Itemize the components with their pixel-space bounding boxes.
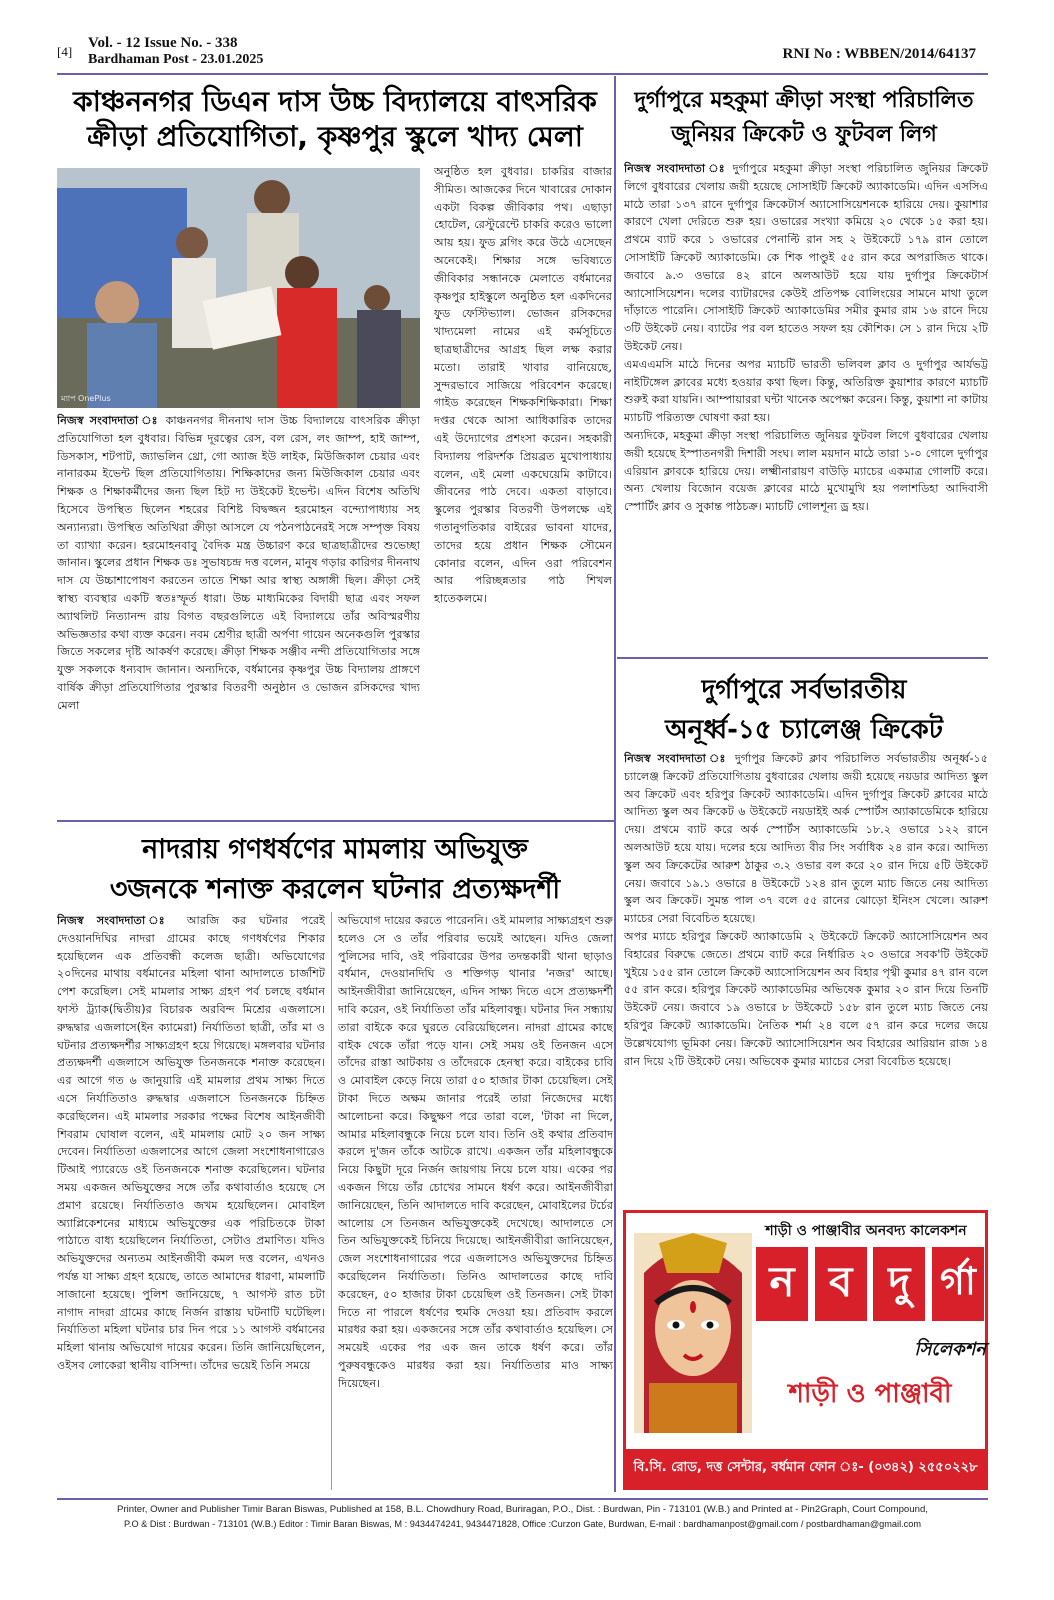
article4-title bbox=[57, 830, 613, 910]
article3-para1 bbox=[624, 750, 988, 928]
article1-bottom-rule bbox=[57, 820, 616, 822]
ad-tagline: শাড়ী ও পাঞ্জাবীর অনবদ্য কালেকশন bbox=[765, 1223, 967, 1239]
column-divider-bottom bbox=[614, 820, 616, 1492]
page-number: [4] bbox=[57, 44, 73, 59]
article4-column-divider bbox=[331, 912, 332, 1490]
column-divider-top bbox=[614, 76, 616, 820]
article2-byline: নিজস্ব সংবাদদাতা ঃ bbox=[624, 162, 727, 175]
article3-para2: অপর ম্যাচে হরিপুর ক্রিকেট অ্যাকাডেমি ২ উইকেটে ক্রিকেট অ্যাসোসিয়েশন অব বিহারের বিরুদ্ধে জেতে। প্রথমে ব্যাট করে নির্ধারিত ২০ ওভারে সবক'টি উইকেট খুইয়ে ১৫৫ রান তোলে ক্রিকেট অ্যাসোসিয়েশন অব বিহার পৃথ্বী কুমার ৪৭ রান বলে ৫৫ রান করে। হরিপুর ক্রিকেট অ্যাকাডেমির অভিষেক কুমার ২০ রান দিয়ে তিনটি উইকেট নেয়। জবাবে ১৯ ওভারে ৮ উইকেটে ১৫৮ রান তুলে ম্যাচ জিতে নেয় হরিপুর ক্রিকেট অ্যাকাডেমি। নৈতিক শর্মা ২৪ বলে ৫৭ রান করে দলের জয়ে উল্লেখযোগ্য ভূমিকা নেয়। ক্রিকেট অ্যাসোসিয়েশন অব বিহারের আরিয়ান রাজ ১৪ রান দিয়ে ২টি উইকেট নেয়। অভিষেক কুমার ম্যাচের সেরা বিবেচিত হয়েছে। bbox=[624, 929, 988, 1068]
article2-para2: এমএএমসি মাঠে দিনের অপর ম্যাচটি ভারতী ভলিবল ক্লাব ও দুর্গাপুর আর্যভট্ট নাইটিঙ্গেল ক্লাবের মধ্যে হওয়ার কথা ছিল। কিন্তু, অতিরিক্ত কুয়াশার কারণে ম্যাচটি শুরুই করা যায়নি। আম্পায়াররা ঘন্টা খানেক অপেক্ষা করেন। কিন্তু, কুয়াশা না কাটায় ম্যাচটি পরিত্যক্ত ঘোষণা করা হয়। bbox=[624, 357, 988, 425]
ad-subtitle: সিলেকশন bbox=[914, 1339, 986, 1360]
article1-left-text: কাঞ্চননগর দীননাথ দাস উচ্চ বিদ্যালয়ে বাৎসরিক ক্রীড়া প্রতিযোগিতা হল বুধবার। বিভিন্ন দূরত্বের রেস, বল রেস, লং জাম্প, হাই জাম্প, ডিসকাস, শটপাট, জ্যাভলিন থ্রো, গো অ্যাজ ইউ লাইক, মিউজিকাল চেয়ার এবং নানারকম ইভেন্ট ছিল প্রতিযোগিতায়। শিক্ষিকাদের জন্য মিউজিকাল চেয়ার এবং শিক্ষক ও শিক্ষাকর্মীদের জন্য ছিল হিট দ্য উইকেট ইভেন্ট। এদিন বিশেষ অতিথি হিসেবে উপস্থিত ছিলেন শহরের বিশিষ্ট বিদ্বজ্জন হরমোহন বন্দ্যোপাধ্যায় সহ অন্যান্যরা। উপস্থিত অতিথিরা ক্রীড়া আসলে যে পঠনপাঠনেরই সঙ্গে সম্পৃক্ত বিষয় তা ব্যাখ্যা করেন। হরমোহনবাবু বৈদিক মন্ত্র উচ্চারণ করে ছাত্রছাত্রীদের শুভেচ্ছা জানান। স্কুলের প্রধান শিক্ষক ডঃ সুভাষচন্দ্র দত্ত বলেন, মানুষ গড়ার কারিগর দীননাথ দাস যে উচ্চাশাপোষণ করতেন তাতে শিক্ষা আর স্বাস্থ্য অঙ্গাঙ্গী ছিল। ক্রীড়া সেই স্বাস্থ্য ব্যবস্থার একটি স্বতঃস্ফূর্ত ধারা। উচ্চ মাধ্যমিকের বিদায়ী ছাত্র এবং সফল অ্যাথলিট নিত্যানন্দ রায় বিগত বছরগুলিতে এই বিদ্যালয়ে তাঁর অবিস্মরণীয় অভিজ্ঞতার কথা ব্যক্ত করেন। নবম শ্রেণীর ছাত্রী অর্পণা গায়েন অনেকগুলি পুরস্কার জিতে সকলের দৃষ্টি আকর্ষণ করেছে। ক্রীড়া শিক্ষক সঞ্জীব নন্দী প্রতিযোগিতার সঙ্গে যুক্ত সকলকে ধন্যবাদ জানান। অন্যদিকে, বর্ধমানের কৃষ্ণপুর উচ্চ বিদ্যালয় প্রাঙ্গণে বার্ষিক ক্রীড়া প্রতিযোগিতার পুরস্কার বিতরণী অনুষ্ঠান ও ভোজন রসিকদের খাদ্য মেলা bbox=[57, 414, 420, 712]
article2-body bbox=[624, 160, 988, 650]
article2-title-line2: জুনিয়র ক্রিকেট ও ফুটবল লিগ bbox=[671, 122, 937, 147]
ad-brand-letter-2: ব bbox=[815, 1247, 867, 1321]
article3-title-line2: অনূর্ধ্ব-১৫ চ্যালেঞ্জ ক্রিকেট bbox=[665, 715, 943, 745]
goddess-durga-illustration bbox=[634, 1233, 752, 1433]
article4-left-column bbox=[57, 912, 325, 1492]
article2-bottom-rule bbox=[617, 657, 988, 659]
article4-right-column bbox=[338, 912, 613, 1492]
article2-para3: অন্যদিকে, মহকুমা ক্রীড়া সংস্থা পরিচালিত জুনিয়র ফুটবল লিগে বুধবারের খেলায় জয়ী হয়েছে ইস্পাতনগরী দিশারী সংঘ। লাল ময়দান মাঠে তারা ১-০ গোলে দুর্গাপুর এরিয়ান ক্লাবকে হারিয়ে দেয়। লক্ষ্মীনারায়ণ বাউড়ি ম্যাচের একমাত্র গোলটি করে। অন্য খেলায় বিজোন বয়েজ ক্লাবের মাঠে মুখোমুখি হয় পলাশডিহা আদিবাসী স্পোর্টিং ক্লাব ও সুকান্ত পাঠচক্র। ম্যাচটি গোলশূন্য ড্র হয়। bbox=[624, 428, 988, 514]
ad-brand-letter-4: র্গা bbox=[932, 1247, 984, 1321]
article1-title-line2: ক্রীড়া প্রতিযোগিতা, কৃষ্ণপুর স্কুলে খাদ্য মেলা bbox=[87, 120, 583, 153]
ad-product: শাড়ী ও পাঞ্জাবী bbox=[788, 1379, 952, 1409]
article1-right-column bbox=[434, 163, 612, 817]
article4-left-text: আরজি কর ঘটনার পরেই দেওয়ানদিঘির নাদরা গ্রামের কাছে গণধর্ষণের শিকার হয়েছিলেন এক প্রতিবন্ধী কলেজ ছাত্রী। অভিযোগের ২০দিনের মাথায় বর্ধমানের মহিলা থানা আদালতে চার্জশিট পেশ করেছিল। সেই মামলার সাক্ষ্য গ্রহণ পর্ব চলছে বর্ধমান ফাস্ট ট্র্যাক(দ্বিতীয়)র বিচারক অরবিন্দ মিশ্রের এজলাসে। রুদ্ধদ্বার এজলাসে(ইন ক্যামেরা) নির্যাতিতা ছাত্রী, তাঁর মা ও ঘটনার প্রত্যক্ষদর্শীর সাক্ষ্যগ্রহণ হয়ে গিয়েছে। মঙ্গলবার ঘটনার প্রত্যক্ষদর্শী এজলাসে অভিযুক্ত তিনজনকে শনাক্ত করেছেন। এর আগে গত ৬ জানুয়ারি এই মামলার প্রথম সাক্ষ্য দিতে এসে নির্যাতিতাও রুদ্ধদ্বার এজলাসে তিনজনকে চিহ্নিত করেছিলেন। এই মামলার সরকার পক্ষের বিশেষ আইনজীবী শিবরাম ঘোষাল বলেন, এই মামলায় মোট ২০ জন সাক্ষ্য দেবেন। নির্যাতিতা এজলাসের আগে জেলা সংশোধনাগারেও টিআই প্যারেডে ওই তিনজনকে শনাক্ত করেছিলেন। ঘটনার সময় একজন অভিযুক্তের সঙ্গে তাঁর কথাবার্তাও হয়েছে সে প্রমাণ রয়েছে। নির্যাতিতাও জখম হয়েছিলেন। মোবাইল অ্যাপ্লিকেশনের মাধ্যমে অভিযুক্তের এক পরিচিতকে টাকা পাঠাতে বাধ্য হয়েছিলেন নির্যাতিতা, সেটাও প্রমাণিত। যদিও অভিযুক্তদের অন্যতম আইনজীবী কমল দত্ত বলেন, এখনও পর্যন্ত যা সাক্ষ্য গ্রহণ হয়েছে, তাতে আমাদের ধারণা, মামলাটি সাজানো হয়েছে। পুলিশ জানিয়েছে, ৭ আগস্ট রাত চটা নাগাদ নাদরা গ্রামের কাছে নির্জন রাস্তায় ঘটনাটি ঘটেছিল। নির্যাতিতা মহিলা ঘটনার চার দিন পরে ১১ আগস্ট বর্ধমানের মহিলা থানায় অভিযোগ দায়ের করেন। তিনি জানিয়েছিলেন, ওইসব লোকেরা স্থানীয় বাসিন্দা। তাঁদের ভয়েই তিনি সময়ে bbox=[57, 914, 325, 1372]
article4-byline: নিজস্ব সংবাদদাতা ঃ bbox=[57, 914, 175, 927]
article3-title bbox=[620, 670, 988, 750]
article1-title bbox=[57, 84, 613, 154]
saree-advertisement bbox=[623, 1210, 988, 1490]
article3-byline: নিজস্ব সংবাদদাতা ঃ bbox=[624, 752, 729, 765]
photo-illustration bbox=[57, 168, 420, 408]
article3-body bbox=[624, 750, 988, 1206]
article4-title-line2: ৩জনকে শনাক্ত করলেন ঘটনার প্রত্যক্ষদর্শী bbox=[109, 874, 561, 905]
ad-brand bbox=[756, 1247, 984, 1325]
footer-rule bbox=[57, 1498, 988, 1500]
article4-right-text: অভিযোগ দায়ের করতে পারেননি। ওই মামলার সাক্ষ্যগ্রহণ শুরু হলেও সে ও তাঁর পরিবার ভয়েই আছেন। যদিও জেলা পুলিসের দাবি, ওই পরিবারের উপর তদন্তকারী থানা ছাড়াও বর্ধমান, দেওয়ানদিঘি ও শক্তিগড় থানার 'নজর' আছে। আইনজীবীরা জানিয়েছেন, এদিন সাক্ষ্য দিতে এসে প্রত্যক্ষদর্শী দাবি করেন, ওই নির্যাতিতা তাঁর মহিলাবন্ধু। ঘটনার দিন সন্ধ্যায় তারা বাইকে করে ঘুরতে বেরিয়েছিলেন। নাদরা গ্রামের কাছে বাইক থেকে তাঁরা পড়ে যান। সেই সময় ওই তিনজন এসে তাঁদের রাস্তা আটকায় ও তাঁদেরকে হেনস্থা করে। বাইকের চাবি ও মোবাইল কেড়ে নিয়ে তারা ৫০ হাজার টাকা চেয়েছিল। সেই টাকা দিতে অক্ষম জানার পরেই তারা নিজেদের মধ্যে আলোচনা করে। কিছুক্ষণ পরে তারা বলে, 'টাকা না দিলে, আমার মহিলাবন্ধুকে নিয়ে চলে যাব। তিনি ওই কথার প্রতিবাদ করলে দু'জন তাঁকে আটকে রাখে। একজন তাঁর মহিলাবন্ধুকে নিয়ে কিছুটা দূরে নির্জন জায়গায় নিয়ে চলে যায়। একের পর একজন গিয়ে তাঁর চোখের সামনে ধর্ষণ করে। আইনজীবীরা জানিয়েছেন, তিনি আদালতে দাবি করেছেন, মোবাইলের টর্চের আলোয় সে তিনজন অভিযুক্তকেই দেখেছে। আদালতে সে তিন অভিযুক্তকেই চিনিয়ে দিয়েছে। আইনজীবীরা জানিয়েছেন, জেল সংশোধনাগারের পরে এজলাসেও অভিযুক্তদের চিহ্নিত করেছিলেন নির্যাতিতা। তিনিও আদালতের কাছে দাবি করেছেন, ৫০ হাজার টাকা চেয়েছিল ওই তিনজন। সেই টাকা দিতে না পারলে ধর্ষণের হুমকি দেওয়া হয়। প্রতিবাদ করলে মারধর করা হয়। একজনের সঙ্গে তাঁর কথাবার্তাও হয়েছিল। সে সময়েই একের পর এক জন তাকে ধর্ষণ করে। তাঁর পুরুষবন্ধুকেও মারধর করা হয়। নির্যাতিতার মাও সাক্ষ্য দিয়েছেন। bbox=[338, 914, 613, 1390]
sports-prize-photo bbox=[57, 168, 420, 408]
masthead-rule bbox=[57, 73, 988, 75]
article2-title bbox=[620, 84, 988, 152]
rni-number: RNI No : WBBEN/2014/64137 bbox=[782, 46, 976, 62]
paper-date: Bardhaman Post - 23.01.2025 bbox=[88, 52, 264, 67]
footer-line2: P.O & Dist : Burdwan - 713101 (W.B.) Editor : Timir Baran Biswas, M : 9434474241, 9434471828, Office :Curzon Gate, Burdwan, E-mail : bardhamanpost@gmail.com / postbardhaman@gmail.com bbox=[123, 1519, 922, 1529]
article1-left-column bbox=[57, 412, 420, 817]
article4-title-line1: নাদরায় গণধর্ষণের মামলায় অভিযুক্ত bbox=[142, 834, 528, 865]
footer-line1: Printer, Owner and Publisher Timir Baran Biswas, Published at 158, B.L. Chowdhury Road, Buriragan, P.O., Dist. : Burdwan, Pin - 713101 (W.B.) and Printed at - Pin2Graph, Court Compound, bbox=[117, 1504, 928, 1515]
ad-brand-letter-1: ন bbox=[756, 1247, 808, 1321]
article1-title-line1: কাঞ্চননগর ডিএন দাস উচ্চ বিদ্যালয়ে বাৎসরিক bbox=[73, 85, 597, 118]
article3-title-line1: দুর্গাপুরে সর্বভারতীয় bbox=[701, 675, 907, 705]
article2-para1 bbox=[624, 160, 988, 356]
article1-right-text: অনুষ্ঠিত হল বুধবার। চাকরির বাজার সীমিত। আজকের দিনে খাবারের দোকান একটা বিকল্প জীবিকার পথ। এছাড়া হোটেল, রেস্টুরেন্টে চাকরি করেও ভালো আয় হয়। ফুড ব্লগিং করে উঠে এসেছেন অনেকেই। শিক্ষার সঙ্গে ভবিষ্যতে জীবিকার সন্ধানকে মেলাতে বর্ধমানের কৃষ্ণপুর হাইস্কুলে অনুষ্ঠিত হল একদিনের ফুড ফেস্টিভ্যাল। ভোজন রসিকদের খাদ্যমেলা নামের এই কর্মসূচিতে ছাত্রছাত্রীদের আগ্রহ ছিল লক্ষ করার মতো। তারাই খাবার বানিয়েছে, সুন্দরভাবে সাজিয়ে পরিবেশন করেছে। গাইড করেছেন শিক্ষকশিক্ষিকারা। শিক্ষা দপ্তর থেকে আসা আধিকারিক তাদের এই উদ্যোগের প্রশংসা করেন। সহকারী বিদ্যালয় পরিদর্শক প্রিয়ব্রত মুখোপাধ্যায় বলেন, এই মেলা একঘেয়েমি কাটাবে। জীবনের পাঠ দেবে। একতা বাড়াবে। স্কুলের পুরস্কার বিতরণী উপলক্ষে এই গতানুগতিকার বাইরের ভাবনা যাদের, তাদের হয়ে প্রধান শিক্ষক সৌমেন কোনার বলেন, এদিন ওরা পরিবেশন আর পরিচ্ছন্নতার পাঠ শিখল হাতেকলমে। bbox=[434, 165, 612, 606]
article2-para1-text: দুর্গাপুরে মহকুমা ক্রীড়া সংস্থা পরিচালিত জুনিয়র ক্রিকেট লিগে বুধবারের খেলায় জয়ী হয়েছে সোসাইটি ক্রিকেট অ্যাকাডেমি। এদিন এসসিএ মাঠে তারা ১৩৭ রানে দুর্গাপুর ক্রিকেটার্স অ্যাসোসিয়েশনকে হারিয়ে দেয়। কুয়াশার কারণে খেলা দেরিতে শুরু হয়। ওভারের সংখ্যা কমিয়ে ২০ থেকে ১৫ করা হয়। প্রথমে ব্যাট করে ১ ওভারের পেনাল্টি রান সহ ২ উইকেটে ১৭৯ রান তোলে সোসাইটি ক্রিকেট অ্যাকাডেমি। কে শিক পাণ্ডুই ৫৫ রান করে অপরাজিত থাকে। জবাবে ৯.৩ ওভারে ৪২ রানে অলআউট হয়ে যায় দুর্গাপুর ক্রিকেটার্স অ্যাসোসিয়েশন। দলের ব্যাটারদের কেউই প্রতিপক্ষ বোলিংয়ের সামনে মাথা তুলে দাঁড়াতে পারেনি। সোসাইটি ক্রিকেট অ্যাকাডেমির সমীর কুমার রাম ১৬ রানে দিয়ে ৩টি উইকেট নেয়। ব্যাটের পর বল হাতেও সফল হয় কৌশিক। সে ১ রান দিয়ে ২টি উইকেট নেয়। bbox=[624, 162, 988, 353]
ad-address-bar bbox=[626, 1449, 985, 1487]
ad-address: বি.সি. রোড, দত্ত সেন্টার, বর্ধমান ফোন ঃ- (০৩৪২) ২৫৫০২২৮ bbox=[633, 1459, 978, 1475]
article1-byline: নিজস্ব সংবাদদাতা ঃ bbox=[57, 414, 160, 427]
article2-title-line1: দুর্গাপুরে মহকুমা ক্রীড়া সংস্থা পরিচালিত bbox=[634, 88, 974, 113]
volume-issue: Vol. - 12 Issue No. - 338 bbox=[88, 35, 238, 51]
article3-para1-text: দুর্গাপুর ক্রিকেট ক্লাব পরিচালিত সর্বভারতীয় অনূর্ধ্ব-১৫ চ্যালেঞ্জ ক্রিকেট প্রতিযোগিতায় বুধবারের খেলায় জয়ী হয়েছে নয়ডার আদিত্য স্কুল অব ক্রিকেট এবং হরিপুর ক্রিকেট অ্যাকাডেমি। এদিন দুর্গাপুর ক্রিকেট ক্লাবের মাঠে আদিত্য স্কুল অব ক্রিকেট ৬ উইকেটে নয়ডাইই অর্ক স্পোর্টস অ্যাকাডেমিকে হারিয়ে দেয়। প্রথমে ব্যাট করে অর্ক স্পোর্টস অ্যাকাডেমি ১৮.২ ওভারে ১২২ রানে অলআউট হয়ে যায়। দলের হয়ে আদিত্য বীর সিং সর্বাধিক ২৪ রান করে। আদিত্য স্কুল অব ক্রিকেটের আরুশ ঠাকুর ৩.২ ওভার বল করে ২০ রান দিয়ে ৫টি উইকেট নেয়। জবাবে ১৯.১ ওভারে ৪ উইকেটে ১২৪ রান তুলে ম্যাচ জিতে নেয় আদিত্য স্কুল অব ক্রিকেট। সুমন্ত পাল ৩৭ বলে ৫৫ রানের ঝোড়ো ইনিংস খেলে। আরুশ ম্যাচের সেরা বিবেচিত হয়েছে। bbox=[624, 752, 988, 926]
photo-watermark: ম্যাপ OnePlus bbox=[61, 394, 111, 403]
ad-brand-letter-3: দু bbox=[873, 1247, 925, 1321]
